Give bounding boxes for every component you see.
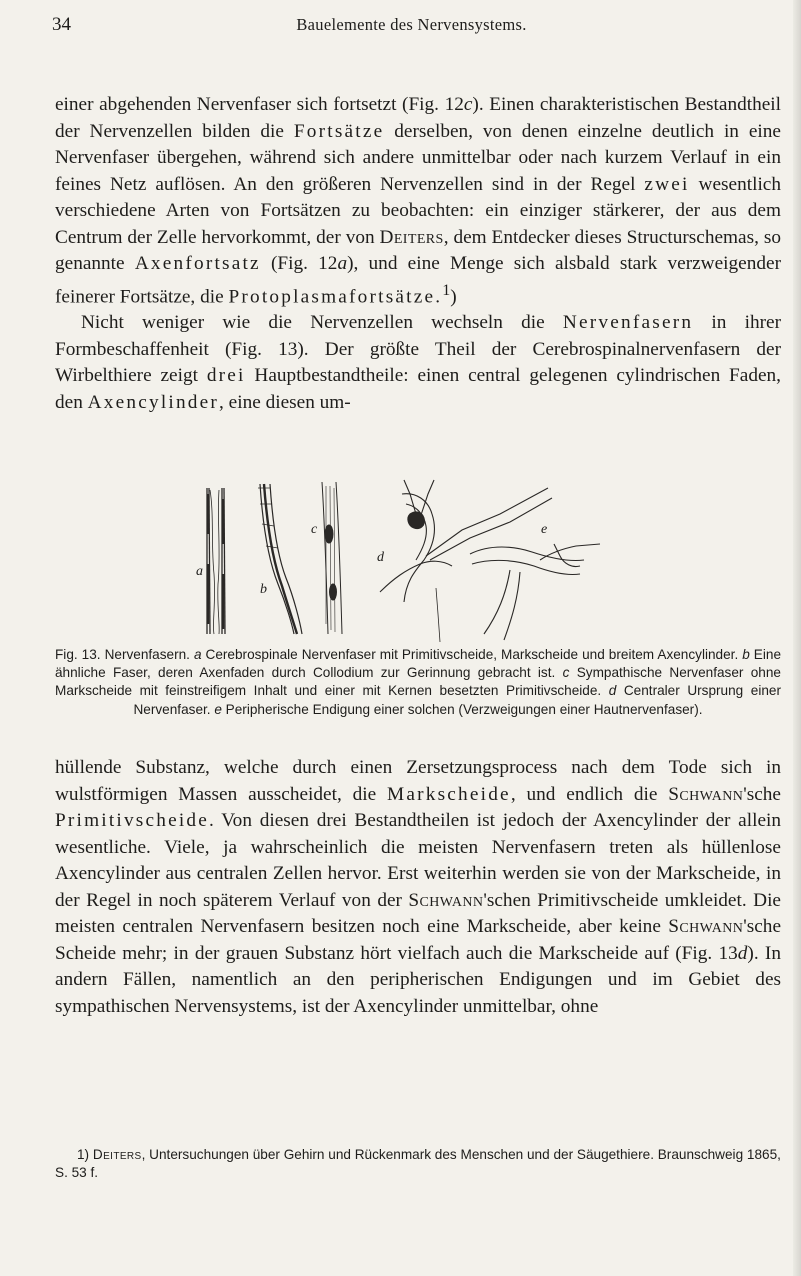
figure-label-a: a (196, 564, 203, 579)
spaced-term: Axencylinder (87, 391, 220, 413)
spaced-term: Markscheide (387, 783, 511, 805)
fibre-a-drawing (207, 488, 225, 634)
author-name: Schwann (668, 783, 744, 805)
paragraph-markscheide: hüllende Substanz, welche durch einen Zersetzungsprocess nach dem Tode sich in wulstförmigen Massen ausscheidet, die Markscheide, und endlich die Schwann'sche Primitivscheide. Von diesen drei Bestandtheilen ist jedoch der Axencylinder der allein wesentliche. Viele, ja wahrscheinlich die meisten Nervenfasern treten als hüllenlose Axencylinder aus centralen Zellen hervor. Erst weiterhin werden sie von der Markscheide, in der Regel in noch späterem Verlauf von der Schwann'schen Primitivscheide umkleidet. Die meisten centralen Nervenfasern besitzen noch eine Markscheide, aber keine Schwann'sche Scheide mehr; in der grauen Substanz hört vielfach auch die Markscheide auf (Fig. 13d). In andern Fällen, namentlich an den peripherischen Endigungen und im Gebiet des sympathischen Nervensystems, ist der Axencylinder unmittelbar, ohne (55, 757, 781, 1017)
author-name: Deiters (379, 226, 444, 248)
figure-label-b: b (260, 582, 267, 597)
fibre-d-drawing (380, 480, 552, 642)
page-number: 34 (52, 14, 71, 35)
spaced-term: Nervenfasern (562, 312, 694, 334)
nerve-fibre-illustration (180, 474, 640, 642)
spaced-term: Axenfortsatz (134, 253, 261, 274)
spaced-term: Protoplasmafortsätze. (228, 285, 443, 307)
footnote-ref: 1 (442, 281, 451, 299)
author-name: Schwann (668, 916, 744, 937)
figure-label-d: d (377, 550, 384, 565)
fibre-e-drawing (470, 544, 600, 640)
paragraph-nervenfasern: Nicht weniger wie die Nervenzellen wechseln die Nervenfasern in ihrer Formbeschaffenheit (Fig. 13). Der größte Theil der Cerebrospinalnervenfasern der Wirbelthiere zeigt drei Hauptbestandtheile: einen central gelegenen cylindrischen Faden, den Axencylinder, eine diesen um- (55, 312, 782, 413)
figure-label-e: e (541, 522, 548, 537)
body-text-top (55, 92, 781, 416)
author-name: Schwann (408, 889, 484, 911)
paragraph-fortsaetze: einer abgehenden Nervenfaser sich fortsetzt (Fig. 12c). Einen charakteristischen Bestandtheil der Nervenzellen bilden die Fortsätze derselben, von denen einzelne deutlich in eine Nervenfaser übergehen, während sich andere unmittelbar oder nach kurzem Verlauf in ein feines Netz auflösen. An den größeren Nervenzellen sind in der Regel zwei wesentlich verschiedene Arten von Fortsätzen zu beobachten: ein einziger stärkerer, der aus dem Centrum der Zelle hervorkommt, der von Deiters, dem Entdecker dieses Structurschemas, so genannte Axenfortsatz (Fig. 12a), und eine Menge sich alsbald stark verzweigender feinerer Fortsätze, die Protoplasmafortsätze.$^1$) (55, 94, 781, 307)
figure-label-c: c (311, 522, 318, 537)
fibre-c-drawing (322, 482, 342, 634)
footnote: 1) Deiters, Untersuchungen über Gehirn und Rückenmark des Menschen und der Säugethiere. Braunschweig 1865, S. 53 f. (55, 1147, 781, 1180)
fibre-b-drawing (258, 484, 302, 634)
spaced-term: drei (206, 365, 246, 387)
running-head: Bauelemente des Nervensystems. (296, 15, 527, 34)
figure-caption: Fig. 13. Nervenfasern. a Cerebrospinale Nervenfaser mit Primitivscheide, Markscheide und breitem Axencylinder. b Eine ähnliche Faser, deren Axenfaden durch Collodium zur Gerinnung gebracht ist. c Sympathische Nervenfaser ohne Markscheide mit feinstreifigem Inhalt und einer mit Kernen besetzten Primitivscheide. d Centraler Ursprung einer Nervenfaser. e Peripherische Endigung einer solchen (Verzweigungen einer Hautnervenfaser). (55, 647, 782, 717)
spaced-term: Fortsätze (293, 120, 385, 142)
page-header (52, 14, 771, 36)
figure-13-nerve-fibres (180, 474, 640, 642)
page-edge-shadow (793, 0, 801, 1276)
body-text-bottom (55, 755, 781, 1020)
spaced-term: zwei (644, 173, 690, 195)
author-name: Deiters (92, 1147, 142, 1162)
spaced-term: Primitivscheide (55, 810, 210, 831)
